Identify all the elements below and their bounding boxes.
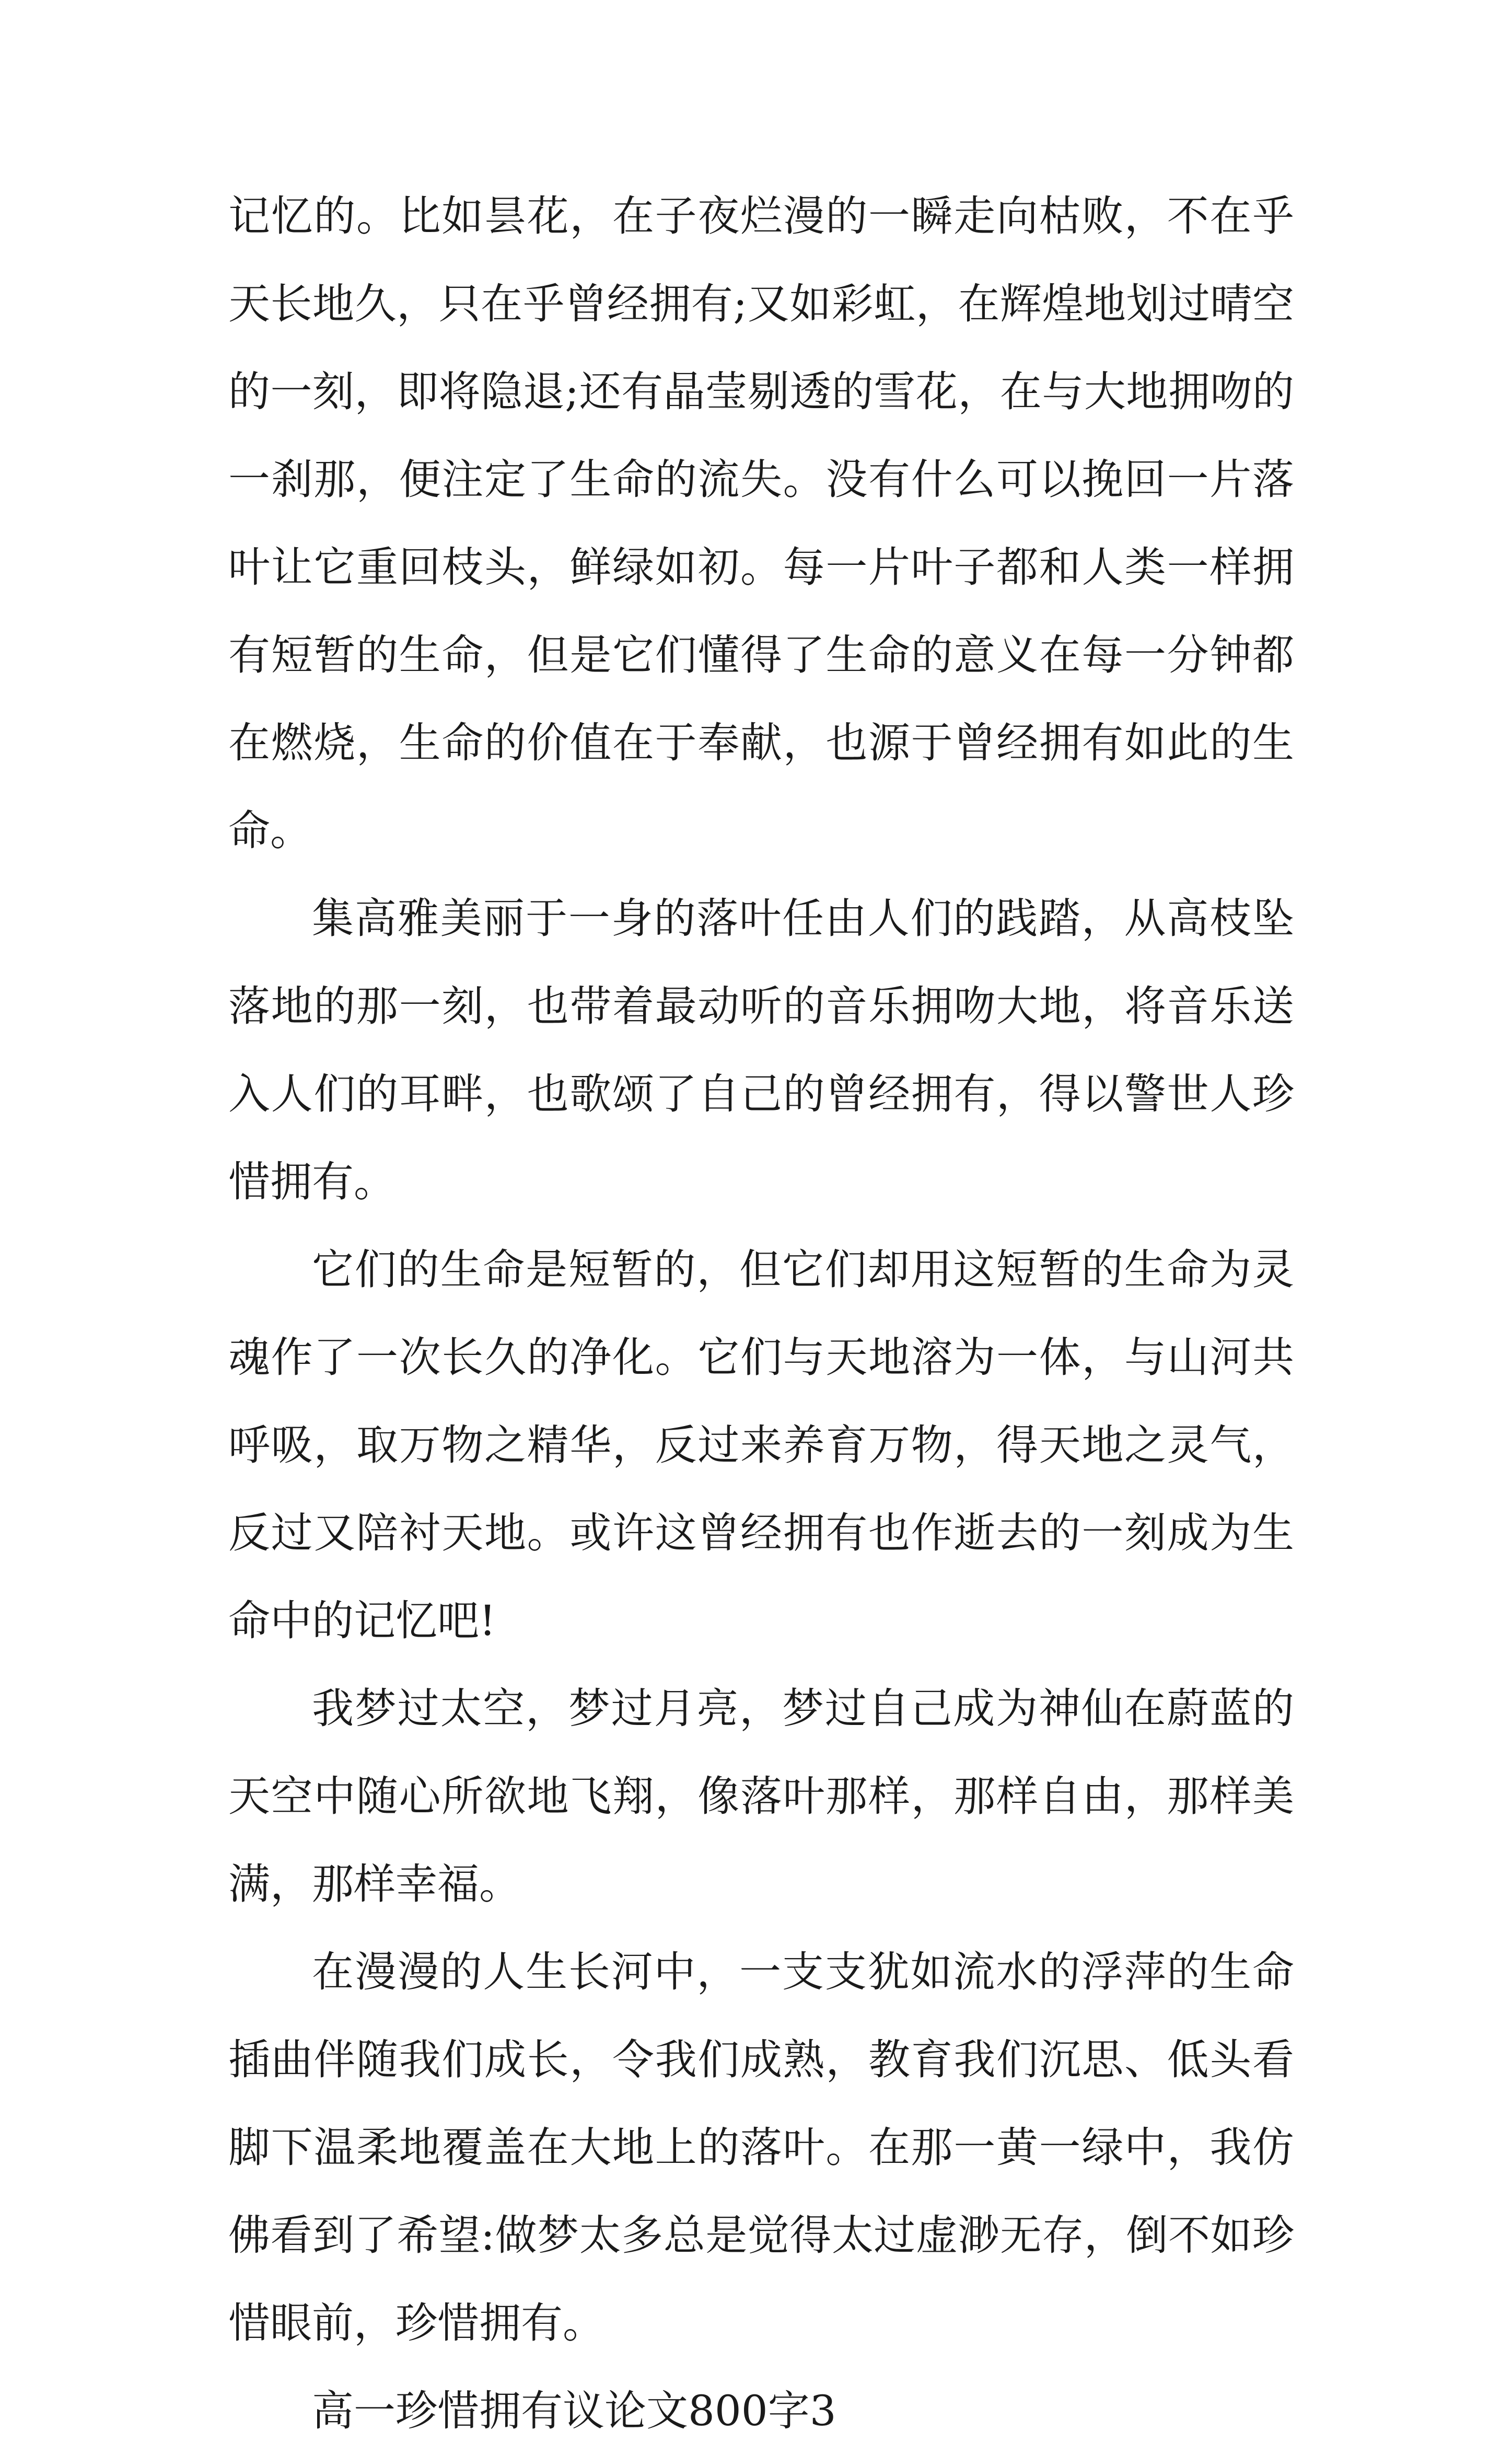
paragraph-short-life: 它们的生命是短暂的，但它们却用这短暂的生命为灵魂作了一次长久的净化。它们与天地溶为一体，与山河共呼吸，取万物之精华，反过来养育万物，得天地之灵气，反过又陪衬天地。或许这曾经拥有也作逝去的一刻成为生命中的记忆吧! (228, 1245, 1294, 1645)
document-body (228, 172, 1294, 2455)
next-essay-heading: 高一珍惜拥有议论文800字3 (312, 2387, 836, 2435)
paragraph-fallen-leaves: 集高雅美丽于一身的落叶任由人们的践踏，从高枝坠落地的那一刻，也带着最动听的音乐拥吻大地，将音乐送入人们的耳畔，也歌颂了自己的曾经拥有，得以警世人珍惜拥有。 (228, 894, 1294, 1206)
paragraph-dream: 我梦过太空，梦过月亮，梦过自己成为神仙在蔚蓝的天空中随心所欲地飞翔，像落叶那样，那样自由，那样美满，那样幸福。 (228, 1684, 1294, 1908)
paragraph-life-river: 在漫漫的人生长河中，一支支犹如流水的浮萍的生命插曲伴随我们成长，令我们成熟，教育我们沉思、低头看脚下温柔地覆盖在大地上的落叶。在那一黄一绿中，我仿佛看到了希望:做梦太多总是觉得太过虚渺无存，倒不如珍惜眼前，珍惜拥有。 (228, 1948, 1294, 2347)
paragraph-continuation: 记忆的。比如昙花，在子夜烂漫的一瞬走向枯败，不在乎天长地久，只在乎曾经拥有;又如彩虹，在辉煌地划过晴空的一刻，即将隐退;还有晶莹剔透的雪花，在与大地拥吻的一刹那，便注定了生命的流失。没有什么可以挽回一片落叶让它重回枝头，鲜绿如初。每一片叶子都和人类一样拥有短暂的生命，但是它们懂得了生命的意义在每一分钟都在燃烧，生命的价值在于奉献，也源于曾经拥有如此的生命。 (228, 192, 1294, 855)
